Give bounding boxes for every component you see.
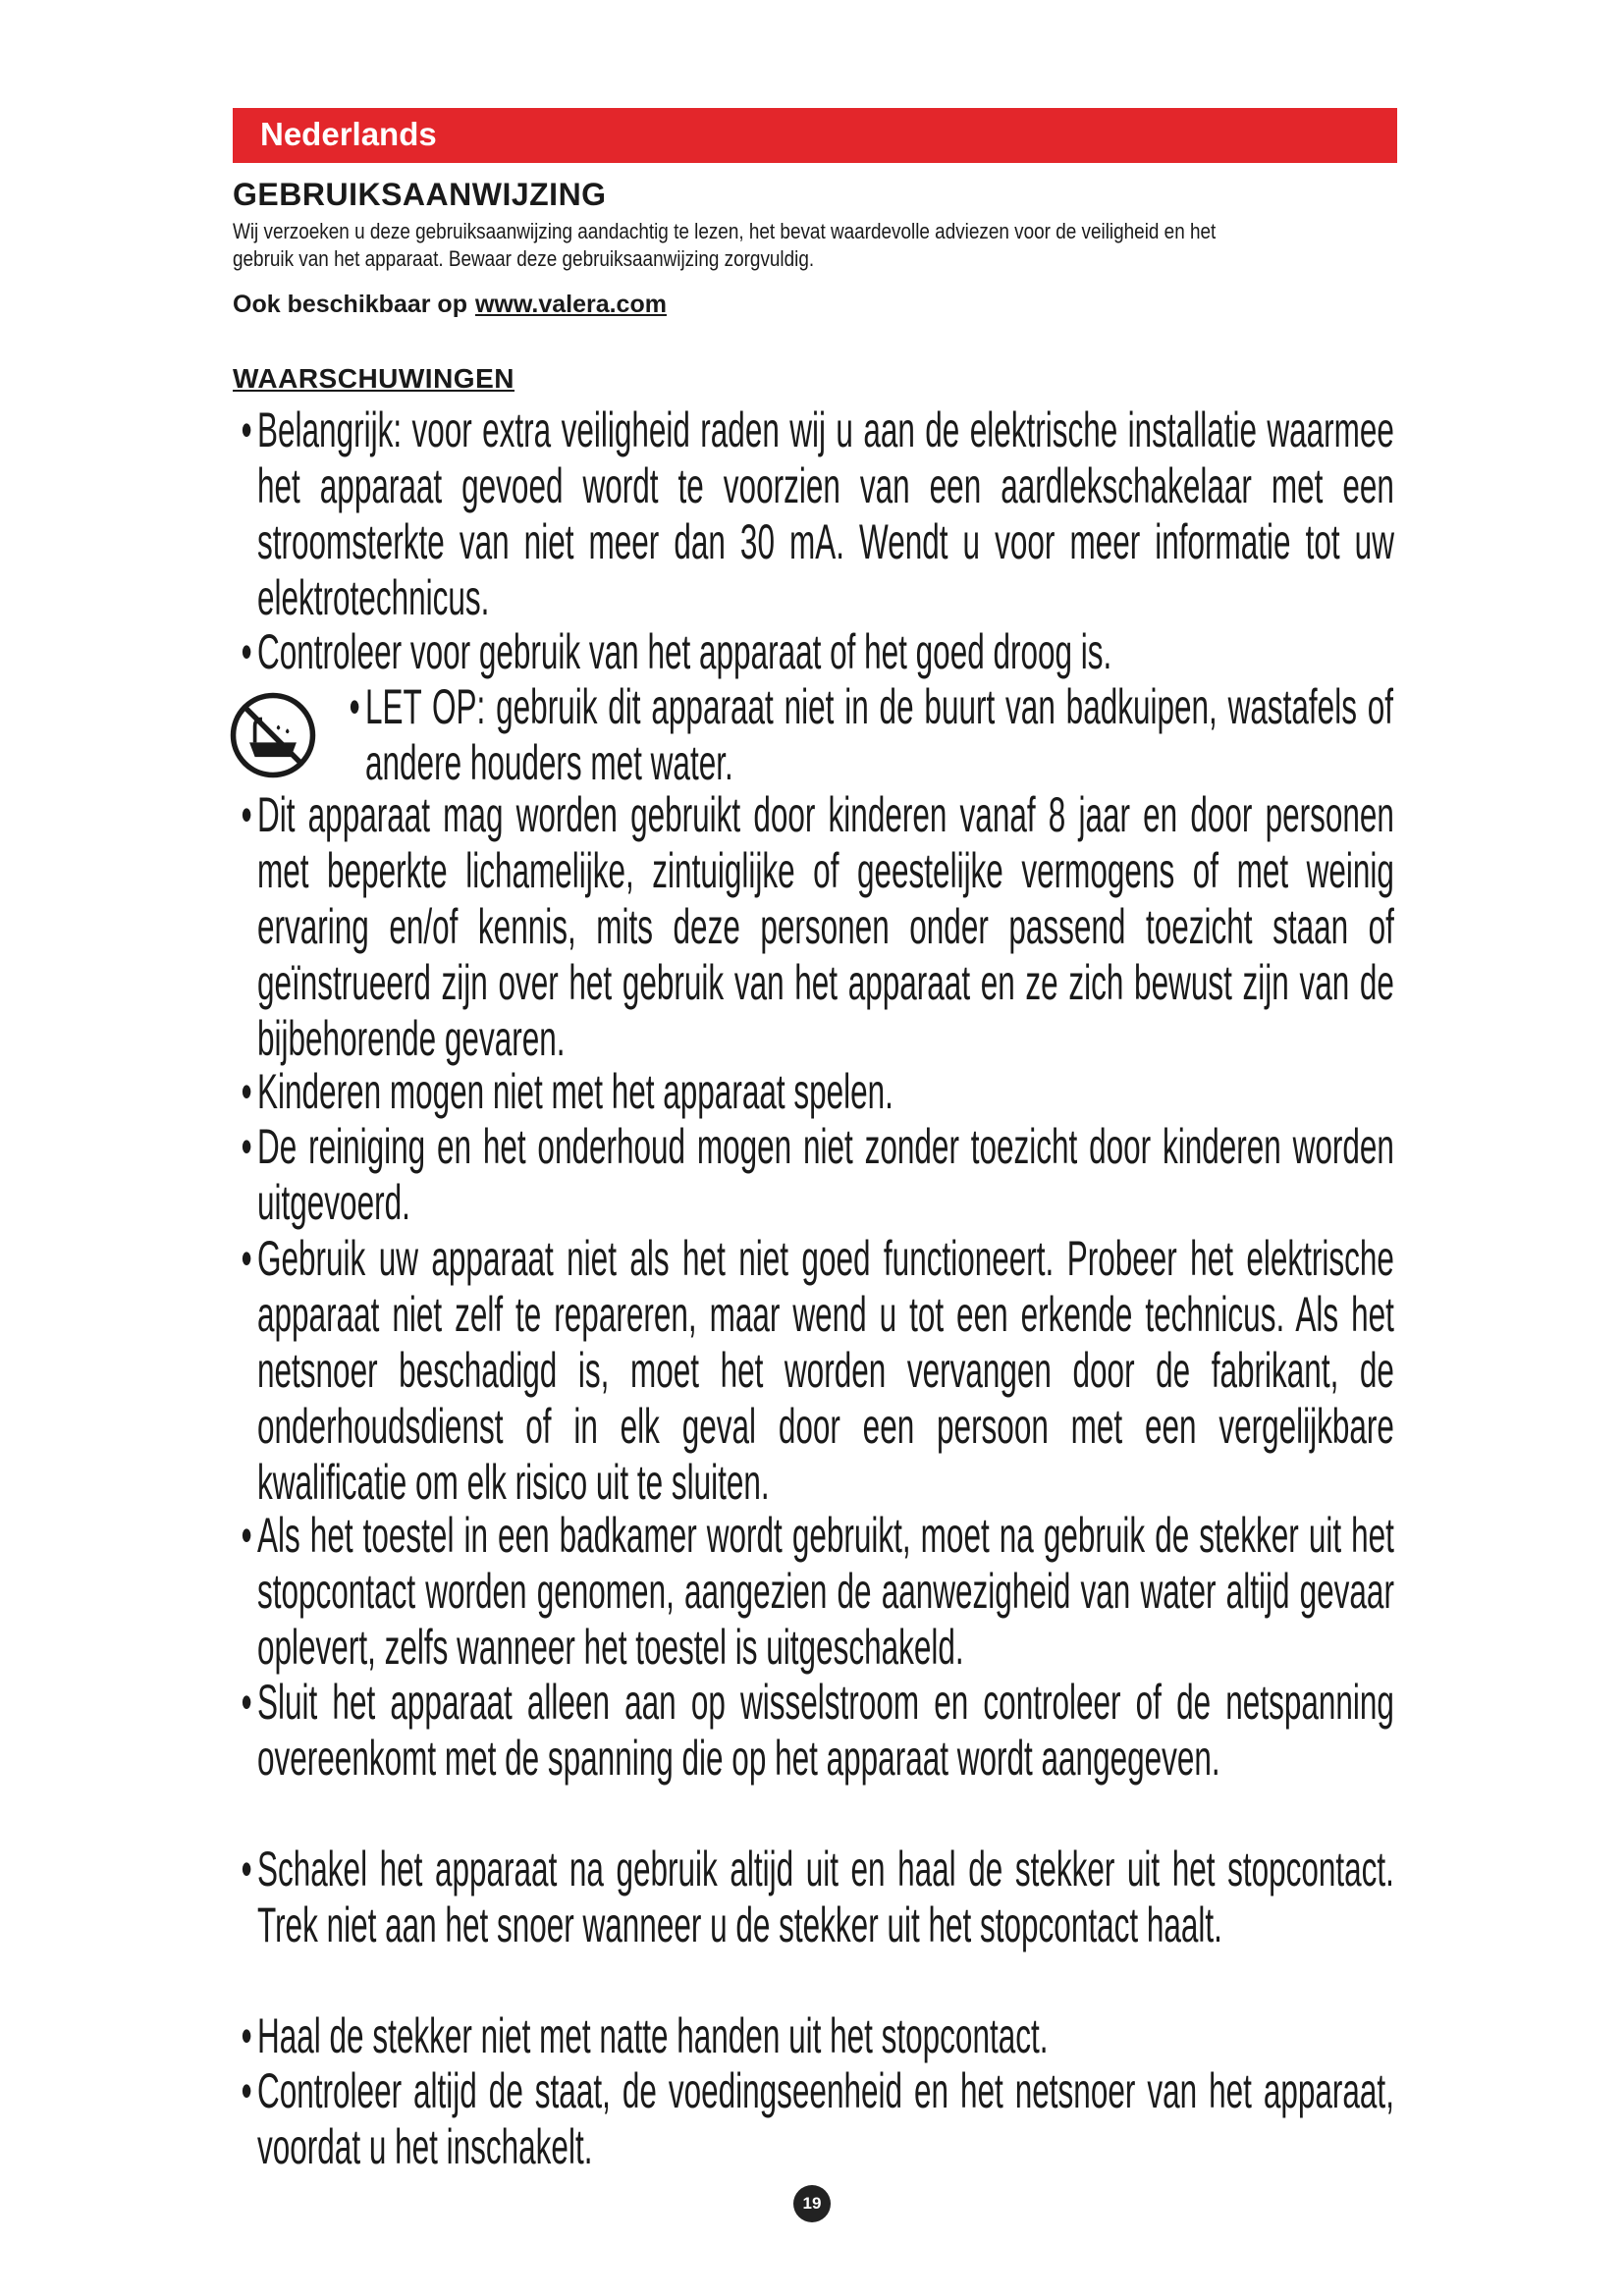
warning-item: • Dit apparaat mag worden gebruikt door kinderen vanaf 8 jaar en door personen met beperkte lichamelijke, zintuiglijke of geestelijke vermogens of met weinig ervaring en/of kennis, mits deze personen onder passend toezicht staan of geïnstrueerd zijn over het gebruik van het apparaat en ze zich bewust zijn van de bijbehorende gevaren. [241, 787, 1394, 1066]
warnings-heading: WAARSCHUWINGEN [233, 363, 514, 394]
warning-item: • Schakel het apparaat na gebruik altijd uit en haal de stekker uit het stopcontact. Trek niet aan het snoer wanneer u de stekker uit het stopcontact haalt. [241, 1842, 1394, 1952]
intro-text: Wij verzoeken u deze gebruiksaanwijzing aandachtig te lezen, het bevat waardevolle adviezen voor de veiligheid en het gebruik van het apparaat. Bewaar deze gebruiksaanwijzing zorgvuldig. [233, 219, 1217, 271]
warning-item: • De reiniging en het onderhoud mogen niet zonder toezicht door kinderen worden uitgevoerd. [241, 1119, 1394, 1230]
page-title: GEBRUIKSAANWIJZING [233, 177, 607, 212]
warning-item: • Gebruik uw apparaat niet als het niet goed functioneert. Probeer het elektrische apparaat niet zelf te repareren, maar wend u tot een erkende technicus. Als het netsnoer beschadigd is, moet het worden vervangen door de fabrikant, de onderhoudsdienst of in elk geval door een persoon met een vergelijkbare kwalificatie om elk risico uit te sluiten. [241, 1231, 1394, 1510]
availability-label: Ook beschikbaar op [233, 291, 467, 318]
language-label: Nederlands [260, 116, 437, 152]
warning-item: • Als het toestel in een badkamer wordt gebruikt, moet na gebruik de stekker uit het stopcontact worden genomen, aangezien de aanwezigheid van water altijd gevaar oplevert, zelfs wanneer het toestel is uitgeschakeld. [241, 1508, 1394, 1675]
warning-item: • Sluit het apparaat alleen aan op wisselstroom en controleer of de netspanning overeenkomt met de spanning die op het apparaat wordt aangegeven. [241, 1675, 1394, 1786]
warning-item: • Controleer voor gebruik van het apparaat of het goed droog is. [241, 624, 1112, 679]
no-bathtub-icon [228, 690, 318, 780]
warning-item: • Belangrijk: voor extra veiligheid raden wij u aan de elektrische installatie waarmee het apparaat gevoed wordt te voorzien van een aardlekschakelaar met een stroomsterkte van niet meer dan 30 mA. Wendt u voor meer informatie tot uw elektrotechnicus. [241, 402, 1394, 625]
warning-item: • LET OP: gebruik dit apparaat niet in de buurt van badkuipen, wastafels of andere houders met water. [349, 679, 1394, 790]
page-number: 19 [793, 2185, 831, 2222]
availability-note [233, 291, 667, 319]
warning-item: • Haal de stekker niet met natte handen uit het stopcontact. [241, 2008, 1049, 2063]
warning-item: • Kinderen mogen niet met het apparaat spelen. [241, 1064, 893, 1119]
warning-item: • Controleer altijd de staat, de voedingseenheid en het netsnoer van het apparaat, voordat u het inschakelt. [241, 2063, 1394, 2174]
language-banner [233, 108, 1397, 163]
website-link[interactable]: www.valera.com [474, 291, 667, 318]
